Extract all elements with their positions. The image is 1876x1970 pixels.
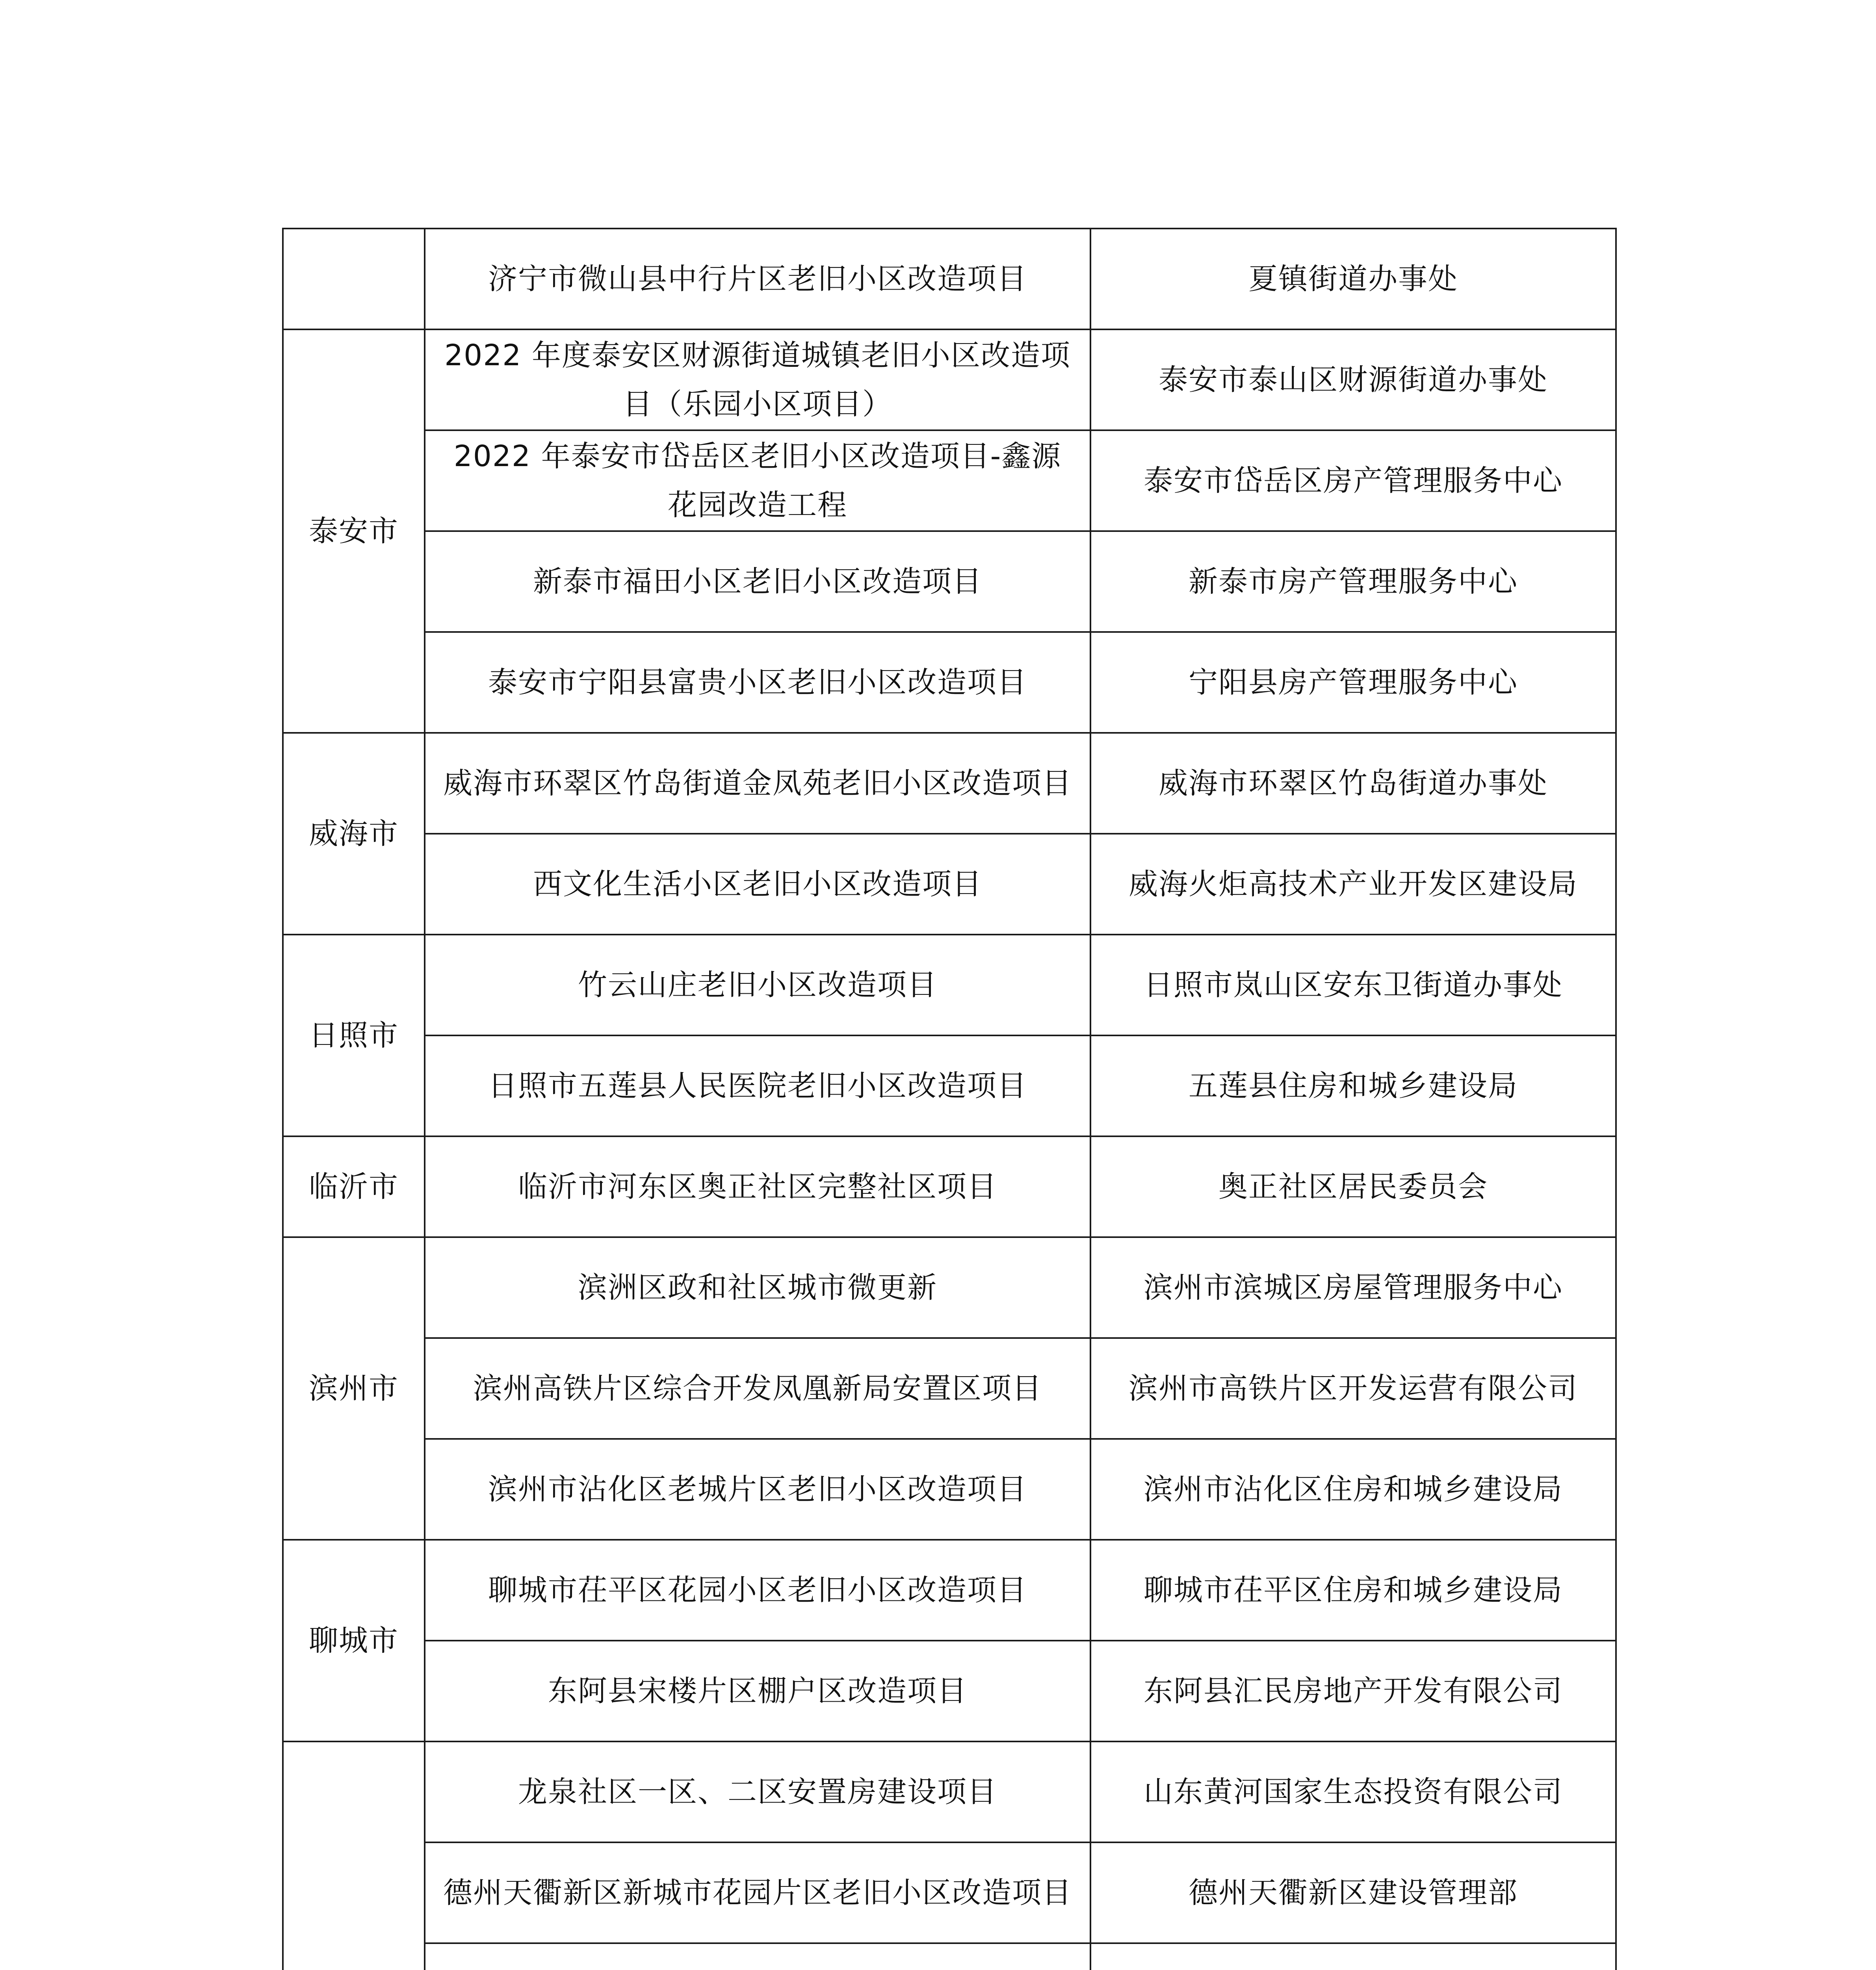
project-name-cell: 滨州高铁片区综合开发凤凰新局安置区项目 xyxy=(425,1338,1090,1439)
table-row xyxy=(283,1842,1616,1943)
city-cell: 临沂市 xyxy=(283,1136,425,1237)
table-row xyxy=(283,1338,1616,1439)
table-row xyxy=(283,935,1616,1035)
city-cell xyxy=(283,229,425,329)
responsible-unit-cell: 德州天衢新区建设管理部 xyxy=(1090,1842,1616,1943)
responsible-unit-cell: 新泰市房产管理服务中心 xyxy=(1090,531,1616,632)
table-row xyxy=(283,733,1616,834)
responsible-unit-cell: 五莲县住房和城乡建设局 xyxy=(1090,1035,1616,1136)
responsible-unit-cell: 山东黄河国家生态投资有限公司 xyxy=(1090,1741,1616,1842)
table-row xyxy=(283,834,1616,935)
responsible-unit-cell: 滨州市高铁片区开发运营有限公司 xyxy=(1090,1338,1616,1439)
responsible-unit-cell: 宁阳县房产管理服务中心 xyxy=(1090,632,1616,733)
city-cell: 泰安市 xyxy=(283,329,425,733)
city-cell: 日照市 xyxy=(283,935,425,1136)
table-row xyxy=(283,430,1616,531)
project-name-cell: 聊城市茌平区花园小区老旧小区改造项目 xyxy=(425,1540,1090,1641)
project-name-cell: 东阿县宋楼片区棚户区改造项目 xyxy=(425,1641,1090,1741)
table-row xyxy=(283,1641,1616,1741)
responsible-unit-cell: 聊城市茌平区住房和城乡建设局 xyxy=(1090,1540,1616,1641)
table-row xyxy=(283,1237,1616,1338)
city-cell: 聊城市 xyxy=(283,1540,425,1741)
project-table xyxy=(282,228,1617,1970)
table-row xyxy=(283,1136,1616,1237)
responsible-unit-cell: 泰安市岱岳区房产管理服务中心 xyxy=(1090,430,1616,531)
project-name-cell: 临沂市河东区奥正社区完整社区项目 xyxy=(425,1136,1090,1237)
project-table-body xyxy=(283,229,1616,1970)
project-name-cell: 济宁市微山县中行片区老旧小区改造项目 xyxy=(425,229,1090,329)
table-row xyxy=(283,1439,1616,1540)
table-row xyxy=(283,329,1616,430)
responsible-unit-cell: 夏镇街道办事处 xyxy=(1090,229,1616,329)
city-cell xyxy=(283,1741,425,1970)
project-name-cell: 威海市环翠区竹岛街道金凤苑老旧小区改造项目 xyxy=(425,733,1090,834)
responsible-unit-cell: 滨州市滨城区房屋管理服务中心 xyxy=(1090,1237,1616,1338)
project-name-cell: 日照市五莲县人民医院老旧小区改造项目 xyxy=(425,1035,1090,1136)
responsible-unit-cell: 威海市环翠区竹岛街道办事处 xyxy=(1090,733,1616,834)
project-name-cell: 泰安市宁阳县富贵小区老旧小区改造项目 xyxy=(425,632,1090,733)
project-name-cell xyxy=(425,1943,1090,1970)
project-name-cell: 德州天衢新区新城市花园片区老旧小区改造项目 xyxy=(425,1842,1090,1943)
table-row xyxy=(283,1943,1616,1970)
table-row xyxy=(283,1540,1616,1641)
responsible-unit-cell: 威海火炬高技术产业开发区建设局 xyxy=(1090,834,1616,935)
project-name-cell: 新泰市福田小区老旧小区改造项目 xyxy=(425,531,1090,632)
city-cell: 滨州市 xyxy=(283,1237,425,1540)
table-row xyxy=(283,1035,1616,1136)
responsible-unit-cell: 奥正社区居民委员会 xyxy=(1090,1136,1616,1237)
responsible-unit-cell xyxy=(1090,1943,1616,1970)
project-name-cell: 龙泉社区一区、二区安置房建设项目 xyxy=(425,1741,1090,1842)
project-name-cell: 竹云山庄老旧小区改造项目 xyxy=(425,935,1090,1035)
city-cell: 威海市 xyxy=(283,733,425,935)
table-row xyxy=(283,531,1616,632)
responsible-unit-cell: 东阿县汇民房地产开发有限公司 xyxy=(1090,1641,1616,1741)
responsible-unit-cell: 泰安市泰山区财源街道办事处 xyxy=(1090,329,1616,430)
project-name-cell: 滨洲区政和社区城市微更新 xyxy=(425,1237,1090,1338)
project-name-cell: 滨州市沾化区老城片区老旧小区改造项目 xyxy=(425,1439,1090,1540)
project-name-cell: 2022 年度泰安区财源街道城镇老旧小区改造项目（乐园小区项目） xyxy=(425,329,1090,430)
table-row xyxy=(283,1741,1616,1842)
responsible-unit-cell: 日照市岚山区安东卫街道办事处 xyxy=(1090,935,1616,1035)
project-name-cell: 2022 年泰安市岱岳区老旧小区改造项目-鑫源花园改造工程 xyxy=(425,430,1090,531)
project-name-cell: 西文化生活小区老旧小区改造项目 xyxy=(425,834,1090,935)
table-row xyxy=(283,229,1616,329)
responsible-unit-cell: 滨州市沾化区住房和城乡建设局 xyxy=(1090,1439,1616,1540)
table-row xyxy=(283,632,1616,733)
